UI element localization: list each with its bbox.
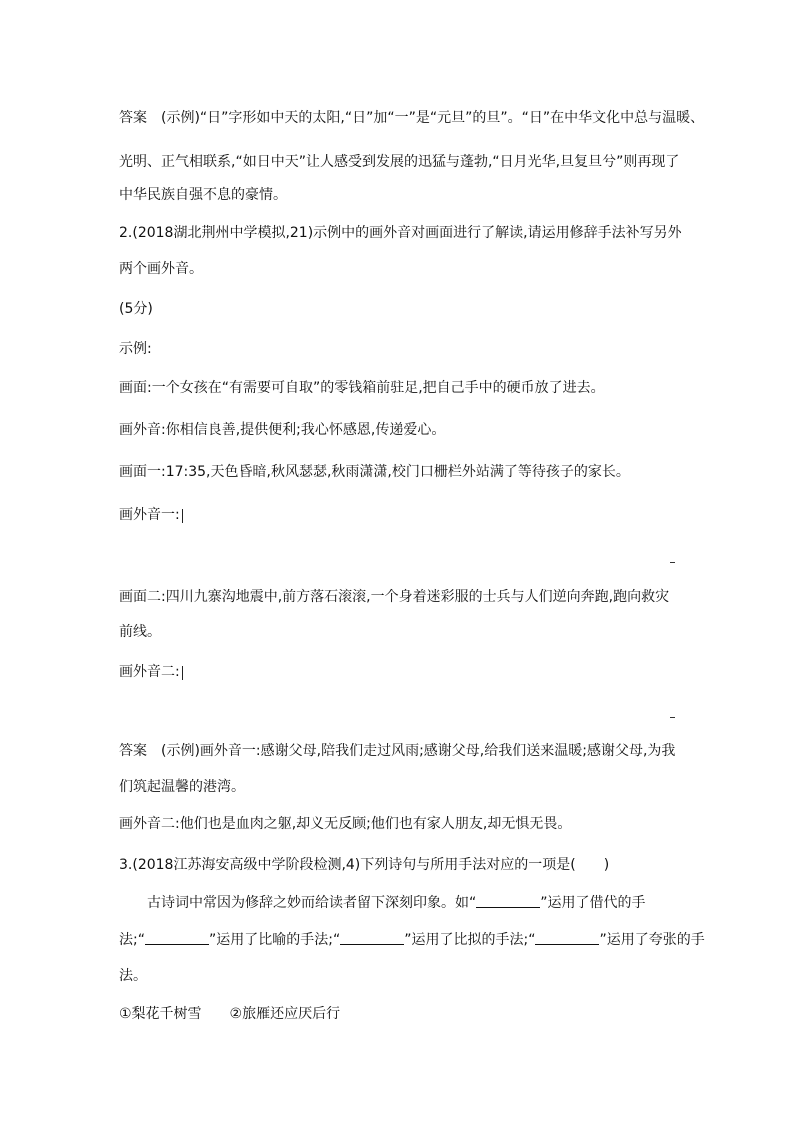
fill-blank-1[interactable] bbox=[476, 894, 540, 908]
voice2-answer-field[interactable] bbox=[182, 666, 183, 680]
q2-voice1 bbox=[119, 505, 183, 525]
q3-options: ①梨花千树雪 ②旅雁还应厌后行 bbox=[119, 1006, 341, 1022]
q2-voice2 bbox=[119, 662, 183, 682]
q2-example-label: 示例: bbox=[119, 341, 152, 357]
q2-scene2-line1: 画面二:四川九寨沟地震中,前方落石滚滚,一个身着迷彩服的士兵与人们逆向奔跑,跑向救灾 bbox=[119, 589, 670, 605]
q3-text: ”运用了夸张的手 bbox=[599, 932, 705, 948]
q2-line2: 两个画外音。 bbox=[119, 261, 203, 277]
voice2-label: 画外音二: bbox=[119, 664, 180, 680]
q2-line1: 2.(2018湖北荆州中学模拟,21)示例中的画外音对画面进行了解读,请运用修辞手法补写另外 bbox=[119, 225, 682, 241]
voice1-label: 画外音一: bbox=[119, 507, 180, 523]
fill-blank-4[interactable] bbox=[535, 931, 599, 945]
q3-text: ”运用了借代的手 bbox=[540, 895, 646, 911]
q2-score: (5分) bbox=[119, 301, 153, 317]
q3-text: ”运用了比喻的手法;“ bbox=[208, 932, 341, 948]
q3-text: 法;“ bbox=[119, 932, 145, 948]
q3-paragraph-line1 bbox=[147, 893, 646, 913]
answer2-line3: 画外音二:他们也是血肉之躯,却义无反顾;他们也有家人朋友,却无惧无畏。 bbox=[119, 816, 572, 832]
q3-text: ”运用了比拟的手法;“ bbox=[404, 932, 536, 948]
answer1-line2: 光明、正气相联系,“如日中天”让人感受到发展的迅猛与蓬勃,“日月光华,旦复旦兮”则再现了 bbox=[119, 154, 680, 170]
q3-text: 古诗词中常因为修辞之妙而给读者留下深刻印象。如“ bbox=[147, 895, 477, 911]
answer1-line1: 答案 (示例)“日”字形如中天的太阳,“日”加“一”是“元旦”的旦”。“日”在中华文化中总与温暖、 bbox=[119, 110, 705, 126]
q2-scene: 画面:一个女孩在“有需要可自取”的零钱箱前驻足,把自己手中的硬币放了进去。 bbox=[119, 380, 605, 396]
q3-paragraph-line2 bbox=[119, 930, 705, 950]
answer2-line2: 们筑起温馨的港湾。 bbox=[119, 779, 245, 795]
answer2-line1: 答案 (示例)画外音一:感谢父母,陪我们走过风雨;感谢父母,给我们送来温暖;感谢父母,为我 bbox=[119, 743, 676, 759]
answer1-line3: 中华民族自强不息的豪情。 bbox=[119, 187, 287, 203]
q3-paragraph-line3: 法。 bbox=[119, 968, 147, 984]
fill-blank-3[interactable] bbox=[340, 931, 404, 945]
fill-blank-2[interactable] bbox=[145, 931, 209, 945]
q2-scene1: 画面一:17:35,天色昏暗,秋风瑟瑟,秋雨潇潇,校门口栅栏外站满了等待孩子的家长。 bbox=[119, 464, 630, 480]
q2-voice: 画外音:你相信良善,提供便利;我心怀感恩,传递爱心。 bbox=[119, 422, 446, 438]
q2-scene2-line2: 前线。 bbox=[119, 624, 161, 640]
answer-line-end-mark bbox=[670, 717, 675, 718]
voice1-answer-field[interactable] bbox=[182, 509, 183, 523]
q3-title: 3.(2018江苏海安高级中学阶段检测,4)下列诗句与所用手法对应的一项是( ) bbox=[119, 857, 610, 873]
answer-line-end-mark bbox=[670, 562, 675, 563]
